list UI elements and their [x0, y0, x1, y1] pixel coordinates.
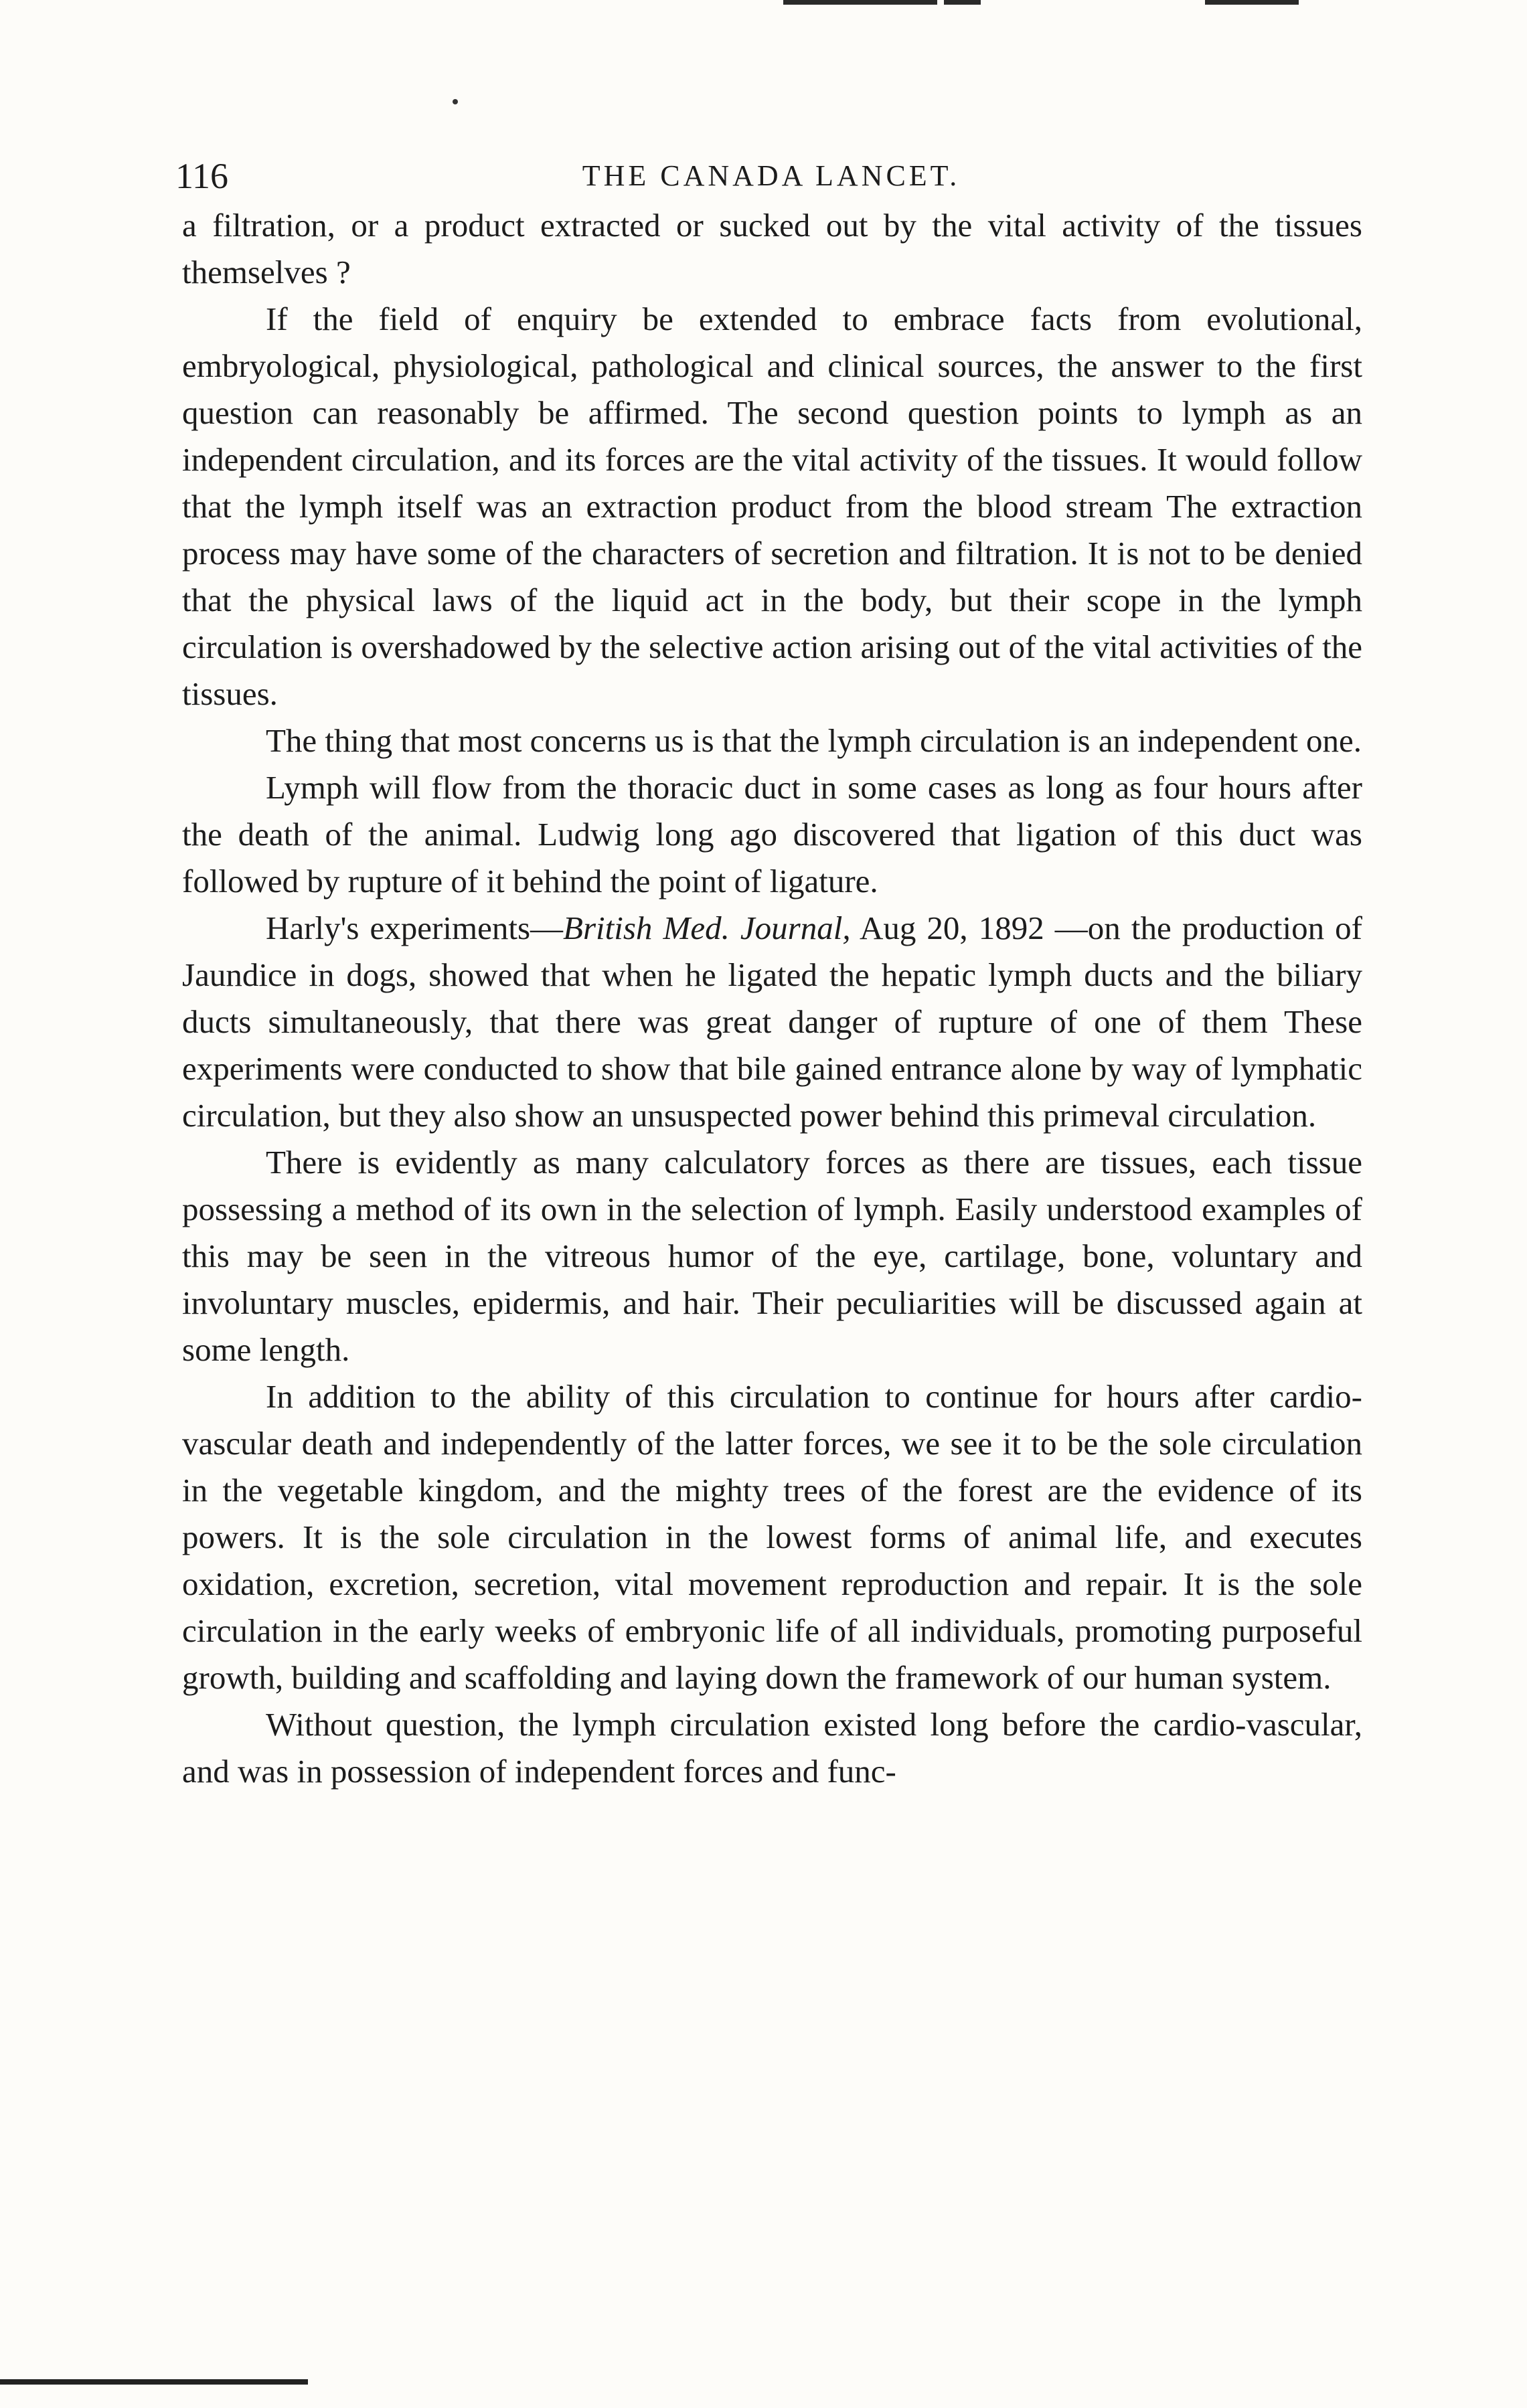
- ink-speck: [453, 99, 458, 104]
- paragraph: If the field of enquiry be extended to embrace facts from evolutional, embryological, physiological, pathological and clinical sources, the answer to the first question can reasonably be affirmed. The second question points to lymph as an independent circulation, and its forces are the vital activity of the tissues. It would follow that the lymph itself was an extraction product from the blood stream The extraction process may have some of the characters of secretion and filtration. It is not to be denied that the physical laws of the liquid act in the body, but their scope in the lymph circulation is overshadowed by the selective action arising out of the vital activities of the tissues.: [182, 300, 1362, 712]
- bottom-edge-rule: [0, 2379, 308, 2385]
- running-head: [175, 153, 1367, 199]
- paragraph-continued: a filtration, or a product extracted or sucked out by the vital activity of the tissues themselves ?: [182, 207, 1362, 290]
- paragraph: The thing that most concerns us is that the lymph circulation is an independent one.: [266, 722, 1362, 759]
- paragraph: In addition to the ability of this circulation to continue for hours after cardio-vascular death and independently of the latter forces, we see it to be the sole circulation in the vegetable kingdom, and the mighty trees of the forest are the evidence of its powers. It is the sole circulation in the lowest forms of animal life, and executes oxidation, excretion, secretion, vital movement reproduction and repair. It is the sole circulation in the early weeks of embryonic life of all individuals, promoting purposeful growth, building and scaffolding and laying down the framework of our human system.: [182, 1378, 1362, 1696]
- paragraph: There is evidently as many calculatory forces as there are tissues, each tissue possessing a method of its own in the selection of lymph. Easily understood examples of this may be seen in the vitreous humor of the eye, cartilage, bone, voluntary and involuntary muscles, epidermis, and hair. Their peculiarities will be discussed again at some length.: [182, 1144, 1362, 1368]
- top-edge-marks: [770, 0, 1305, 7]
- paragraph-citation: [182, 905, 1362, 1139]
- journal-citation: British Med. Journal,: [563, 910, 851, 946]
- citation-lead: Harly's experiments—: [266, 910, 564, 946]
- paragraph: Lymph will flow from the thoracic duct in some cases as long as four hours after the death of the animal. Ludwig long ago discovered that ligation of this duct was followed by rupture of it behind the point of ligature.: [182, 769, 1362, 899]
- journal-title: THE CANADA LANCET.: [582, 159, 961, 192]
- citation-rest: Aug 20, 1892 —on the production of Jaundice in dogs, showed that when he ligated the hepatic lymph ducts and the biliary ducts simultaneously, that there was great danger of rupture of one of them These experiments were conducted to show that bile gained entrance alone by way of lymphatic circulation, but they also show an unsuspected power behind this primeval circulation.: [182, 910, 1362, 1134]
- paragraph: Without question, the lymph circulation existed long before the cardio-vascular, and was in possession of independent forces and func-: [182, 1706, 1362, 1790]
- article-body: [182, 202, 1362, 1795]
- page-number: 116: [175, 156, 228, 196]
